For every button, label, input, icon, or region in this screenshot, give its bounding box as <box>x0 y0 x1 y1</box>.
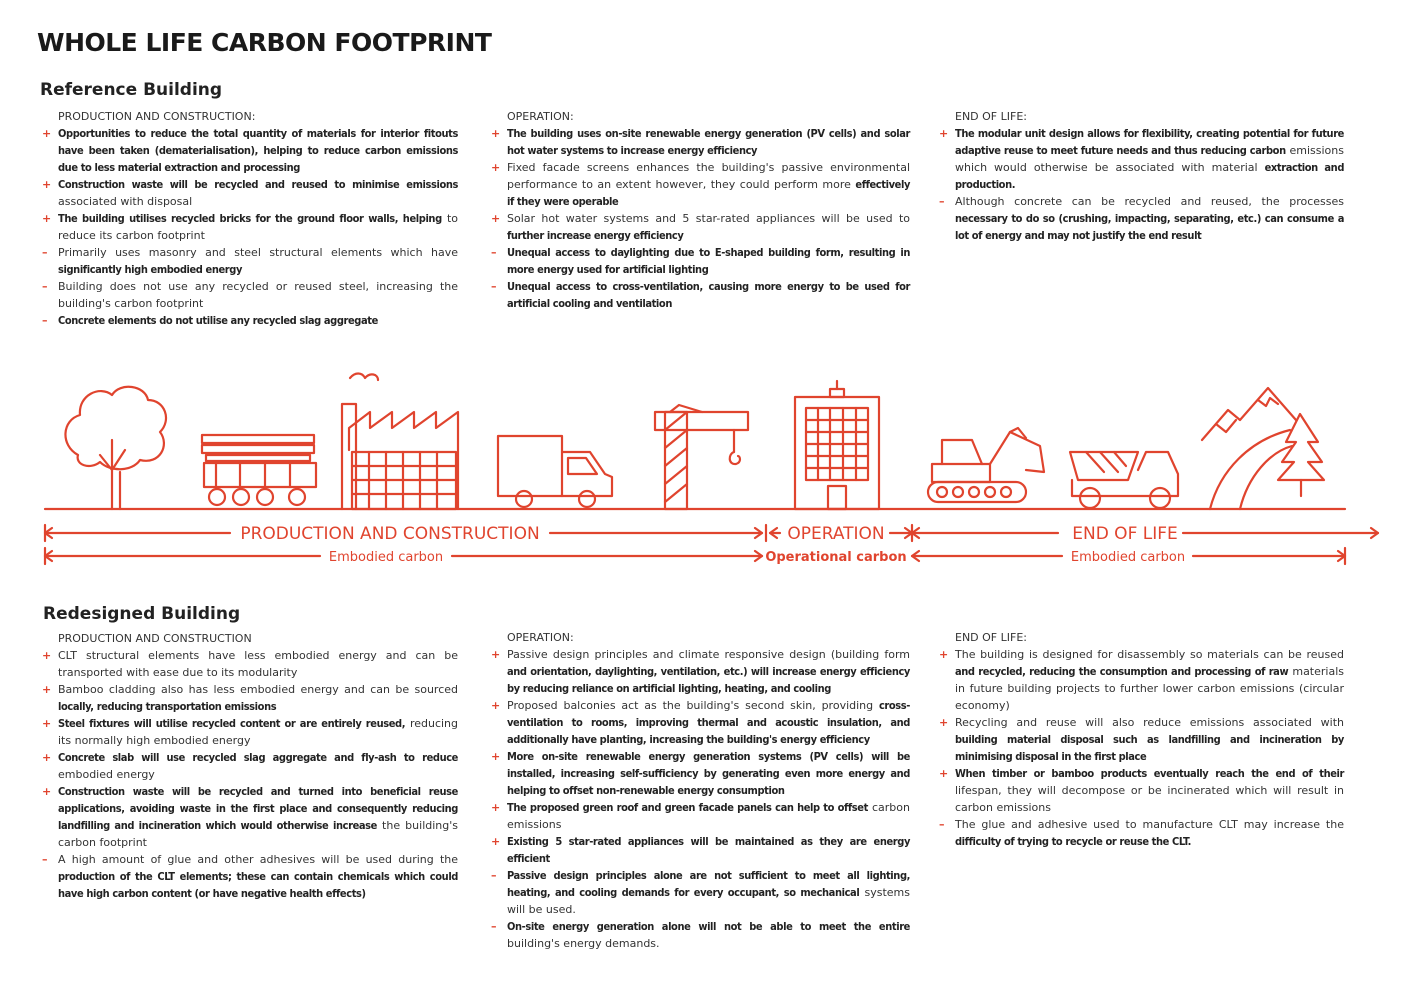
bullet-item <box>937 646 1344 714</box>
bullet-item <box>40 749 458 783</box>
plus-icon: + <box>42 717 52 730</box>
plus-icon: + <box>42 127 52 140</box>
plus-icon: + <box>491 750 501 763</box>
bullet-item <box>489 646 910 697</box>
bullet-text: to reduce its carbon footprint <box>58 212 458 242</box>
bullet-text: Solar hot water systems and 5 star-rated appliances will be used to <box>507 212 910 225</box>
bullet-text: Passive design principles and climate responsive design (building form <box>507 648 910 661</box>
minus-icon: – <box>42 280 48 293</box>
bullet-item <box>489 833 910 867</box>
plus-icon: + <box>939 127 949 140</box>
plus-icon: + <box>491 161 501 174</box>
bullet-text: Although concrete can be recycled and reused, the processes <box>955 195 1344 208</box>
bullet-text: Primarily uses masonry and steel structural elements which have <box>58 246 458 259</box>
stage-label-operation: OPERATION <box>787 524 885 544</box>
carbon-label-production: Embodied carbon <box>328 550 444 565</box>
minus-icon: – <box>491 869 497 882</box>
bullet-item <box>489 748 910 799</box>
bullet-bold-text: locally, reducing transportation emissions <box>58 700 277 713</box>
factory-icon <box>342 374 458 510</box>
bullet-bold-text: More on-site renewable energy generation systems (PV cells) will be installed, increasing self-sufficiency by generating even more energy and helping to offset non-renewable energy consumption <box>507 750 910 797</box>
bullet-item <box>489 244 910 278</box>
bullet-item <box>40 312 458 329</box>
column-heading: END OF LIFE: <box>955 631 1027 644</box>
bullet-item <box>489 918 910 952</box>
column-heading: PRODUCTION AND CONSTRUCTION <box>58 632 252 645</box>
carbon-label-operation: Operational carbon <box>765 550 907 565</box>
bullet-item <box>937 714 1344 765</box>
bullet-item <box>40 125 458 176</box>
bullet-text: A high amount of glue and other adhesives will be used during the <box>58 853 458 866</box>
bullet-bold-text: Construction waste will be recycled and reused to minimise emissions <box>58 178 458 191</box>
page-title: WHOLE LIFE CARBON FOOTPRINT <box>37 28 492 57</box>
bullet-bold-text: cross-ventilation to rooms, improving thermal and acoustic insulation, and additionally have planting, increasing the building's energy efficiency <box>507 699 910 746</box>
redesigned-production-column <box>40 632 458 902</box>
bullet-item <box>40 851 458 902</box>
bullet-item <box>40 715 458 749</box>
minus-icon: – <box>491 280 497 293</box>
plus-icon: + <box>491 648 501 661</box>
plus-icon: + <box>42 212 52 225</box>
bullet-item <box>937 125 1344 193</box>
minus-icon: – <box>42 314 48 327</box>
bullet-item <box>40 647 458 681</box>
bullet-bold-text: Construction waste will be recycled and turned into beneficial reuse applications, avoiding waste in the first place and consequently reducing landfilling and incineration which would otherwise increase <box>58 785 458 832</box>
minus-icon: – <box>939 195 945 208</box>
bullet-text: reducing its normally high embodied energy <box>58 717 459 747</box>
minus-icon: – <box>939 818 945 831</box>
bullet-bold-text: significantly high embodied energy <box>58 263 243 276</box>
bullet-bold-text: Passive design principles alone are not sufficient to meet all lighting, heating, and cooling demands for every occupant, so mechanical <box>507 869 910 899</box>
bullet-item <box>489 867 910 918</box>
bullet-item <box>489 278 910 312</box>
bullet-bold-text: extraction and production. <box>955 161 1344 191</box>
crane-icon <box>655 405 748 509</box>
bullet-text: materials in future building projects to further lower carbon emissions (circular economy) <box>955 665 1344 712</box>
bullet-item <box>937 816 1344 850</box>
tree-icon <box>65 387 166 509</box>
plus-icon: + <box>491 835 501 848</box>
reference-end-of-life-column <box>937 110 1344 244</box>
bullet-bold-text: The modular unit design allows for flexibility, creating potential for future adaptive reuse to meet future needs and thus reducing carbon <box>955 127 1344 157</box>
bullet-bold-text: necessary to do so (crushing, impacting, separating, etc.) can consume a lot of energy and may not justify the end result <box>955 212 1344 242</box>
bullet-text: Fixed facade screens enhances the building's passive environmental performance to an extent however, they could perform more <box>507 161 910 191</box>
delivery-truck-icon <box>498 436 612 507</box>
bullet-text: systems will be used. <box>507 886 910 916</box>
bullet-item <box>489 125 910 159</box>
bullet-bold-text: production of the CLT elements; these can contain chemicals which could have high carbon content (or have negative health effects) <box>58 870 458 900</box>
bullet-bold-text: Unequal access to daylighting due to E-shaped building form, resulting in more energy used for artificial lighting <box>507 246 910 276</box>
column-heading: END OF LIFE: <box>955 110 1027 123</box>
reference-heading: Reference Building <box>40 80 223 100</box>
bullet-text: CLT structural elements have less embodied energy and can be transported with ease due to its modularity <box>58 649 458 679</box>
plus-icon: + <box>42 751 52 764</box>
minus-icon: – <box>42 246 48 259</box>
plus-icon: + <box>491 801 501 814</box>
bullet-bold-text: When timber or bamboo products eventually reach the end of their <box>955 767 1344 780</box>
bullet-item <box>489 210 910 244</box>
bullet-text: The building is designed for disassembly so materials can be reused <box>955 648 1344 661</box>
column-heading: PRODUCTION AND CONSTRUCTION: <box>58 110 256 123</box>
bullet-bold-text: The building utilises recycled bricks for the ground floor walls, helping <box>58 212 442 225</box>
bullet-item <box>40 681 458 715</box>
bullet-item <box>40 783 458 851</box>
reference-operation-column <box>489 110 910 312</box>
bullet-item <box>40 176 458 210</box>
plus-icon: + <box>42 649 52 662</box>
bullet-text: Proposed balconies act as the building's second skin, providing <box>507 699 879 712</box>
bullet-item <box>40 278 458 312</box>
plus-icon: + <box>939 767 949 780</box>
reference-production-column <box>40 110 458 329</box>
redesigned-operation-column <box>489 631 910 952</box>
bullet-item <box>40 210 458 244</box>
minus-icon: – <box>491 920 497 933</box>
bullet-item <box>489 159 910 210</box>
lifecycle-illustration <box>0 370 1406 570</box>
log-truck-icon <box>202 435 316 505</box>
bullet-bold-text: difficulty of trying to recycle or reuse the CLT. <box>955 835 1192 848</box>
minus-icon: – <box>491 246 497 259</box>
bullet-text: Bamboo cladding also has less embodied energy and can be sourced <box>58 683 458 696</box>
bullet-bold-text: The building uses on-site renewable energy generation (PV cells) and solar hot water systems to increase energy efficiency <box>507 127 910 157</box>
landscape-icon <box>1202 388 1324 509</box>
bullet-text: carbon emissions <box>507 801 910 831</box>
column-heading: OPERATION: <box>507 631 574 644</box>
redesigned-heading: Redesigned Building <box>43 604 241 624</box>
bullet-bold-text: Steel fixtures will utilise recycled content or are entirely reused, <box>58 717 406 730</box>
bullet-text: Recycling and reuse will also reduce emissions associated with <box>955 716 1344 729</box>
bullet-bold-text: and orientation, daylighting, ventilation, etc.) will increase energy efficiency by reducing reliance on artificial lighting, heating, and cooling <box>507 665 910 695</box>
bullet-item <box>40 244 458 278</box>
plus-icon: + <box>491 699 501 712</box>
bullet-text: The glue and adhesive used to manufacture CLT may increase the <box>955 818 1344 831</box>
bullet-bold-text: Unequal access to cross-ventilation, causing more energy to be used for artificial cooling and ventilation <box>507 280 910 310</box>
stage-label-production: PRODUCTION AND CONSTRUCTION <box>240 524 540 544</box>
bullet-text: emissions which would otherwise be associated with material <box>955 144 1344 174</box>
plus-icon: + <box>42 683 52 696</box>
bullet-bold-text: building material disposal such as landfilling and incineration by minimising disposal in the first place <box>955 733 1344 763</box>
bullet-text: embodied energy <box>58 768 155 781</box>
plus-icon: + <box>491 212 501 225</box>
plus-icon: + <box>939 648 949 661</box>
minus-icon: – <box>42 853 48 866</box>
plus-icon: + <box>42 785 52 798</box>
bullet-item <box>937 765 1344 816</box>
bullet-text: building's energy demands. <box>507 937 660 950</box>
carbon-label-end-of-life: Embodied carbon <box>1070 550 1186 565</box>
bullet-bold-text: effectively if they were operable <box>507 178 910 208</box>
plus-icon: + <box>939 716 949 729</box>
bullet-text: Building does not use any recycled or reused steel, increasing the building's carbon footprint <box>58 280 458 310</box>
bullet-item <box>489 697 910 748</box>
bullet-bold-text: Existing 5 star-rated appliances will be maintained as they are energy efficient <box>507 835 910 865</box>
plus-icon: + <box>491 127 501 140</box>
redesigned-end-of-life-column <box>937 631 1344 850</box>
plus-icon: + <box>42 178 52 191</box>
bullet-item <box>489 799 910 833</box>
office-building-icon <box>795 381 879 509</box>
dump-truck-icon <box>1070 452 1178 508</box>
excavator-icon <box>928 428 1044 502</box>
bullet-text: lifespan, they will decompose or be incinerated which will result in carbon emissions <box>955 784 1344 814</box>
bullet-bold-text: Opportunities to reduce the total quantity of materials for interior fitouts have been taken (dematerialisation), helping to reduce carbon emissions due to less material extraction and processing <box>58 127 458 174</box>
stage-label-end-of-life: END OF LIFE <box>1072 524 1178 544</box>
bullet-bold-text: The proposed green roof and green facade panels can help to offset <box>507 801 868 814</box>
bullet-text: associated with disposal <box>58 195 193 208</box>
bullet-bold-text: and recycled, reducing the consumption and processing of raw <box>955 665 1289 678</box>
column-heading: OPERATION: <box>507 110 574 123</box>
bullet-bold-text: Concrete elements do not utilise any recycled slag aggregate <box>58 314 378 327</box>
bullet-bold-text: Concrete slab will use recycled slag aggregate and fly-ash to reduce <box>58 751 458 764</box>
bullet-item <box>937 193 1344 244</box>
bullet-bold-text: On-site energy generation alone will not be able to meet the entire <box>507 920 910 933</box>
bullet-text: the building's carbon footprint <box>58 819 458 849</box>
bullet-bold-text: further increase energy efficiency <box>507 229 684 242</box>
